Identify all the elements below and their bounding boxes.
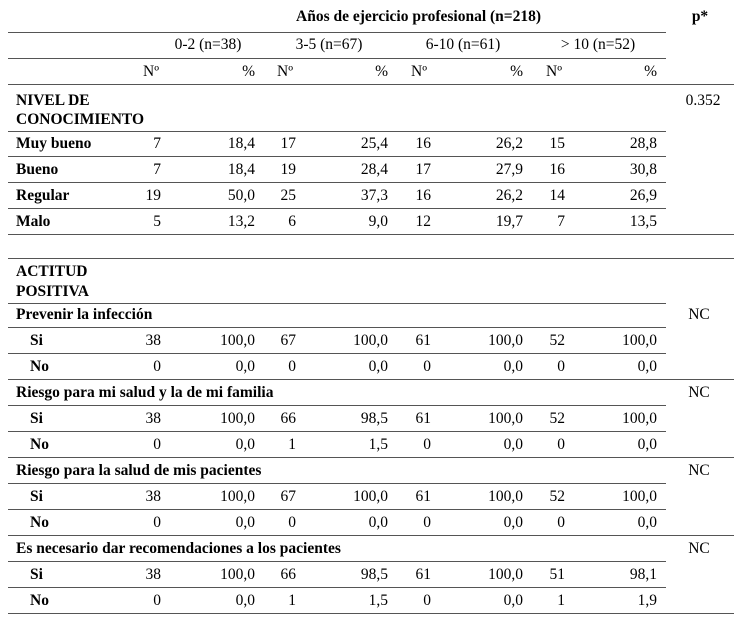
cell-value: 15 bbox=[549, 135, 565, 152]
cell-value: 100,0 bbox=[220, 488, 255, 505]
cell-value: 0,0 bbox=[637, 436, 657, 453]
cell-value: 26,2 bbox=[495, 135, 523, 152]
cell-value: 16 bbox=[415, 135, 431, 152]
row-rule bbox=[8, 379, 734, 380]
cell-value: 0,0 bbox=[235, 514, 255, 531]
cell-value: 100,0 bbox=[488, 332, 523, 349]
pct-header: % bbox=[644, 63, 657, 80]
row-rule bbox=[8, 156, 666, 157]
n-header: Nº bbox=[143, 63, 159, 80]
cell-value: 0 bbox=[423, 514, 431, 531]
cell-value: 16 bbox=[415, 187, 431, 204]
cell-value: 0 bbox=[288, 358, 296, 375]
cell-value: 13,2 bbox=[227, 213, 255, 230]
p-header: p* bbox=[691, 8, 709, 25]
cell-value: 18,4 bbox=[227, 135, 255, 152]
p-value: NC bbox=[688, 384, 710, 401]
row-rule bbox=[8, 353, 666, 354]
cell-value: 25 bbox=[280, 187, 296, 204]
row-rule bbox=[8, 327, 666, 328]
cell-value: 100,0 bbox=[220, 410, 255, 427]
cell-value: 0 bbox=[288, 514, 296, 531]
group-header: 6-10 (n=61) bbox=[425, 36, 501, 53]
section-title: CONOCIMIENTO bbox=[16, 111, 145, 128]
cell-value: 16 bbox=[549, 161, 565, 178]
group-header: 3-5 (n=67) bbox=[295, 36, 363, 53]
cell-value: 19,7 bbox=[495, 213, 523, 230]
group-title: Años de ejercicio profesional (n=218) bbox=[296, 8, 542, 25]
cell-value: 17 bbox=[280, 135, 296, 152]
section-title: NIVEL DE bbox=[16, 92, 90, 109]
cell-value: 0 bbox=[557, 436, 565, 453]
row-label: No bbox=[30, 436, 49, 453]
cell-value: 0,0 bbox=[235, 592, 255, 609]
header-bottom-rule bbox=[8, 84, 734, 85]
section-title: POSITIVA bbox=[16, 283, 89, 300]
row-label: No bbox=[30, 358, 49, 375]
cell-value: 61 bbox=[415, 488, 431, 505]
cell-value: 61 bbox=[415, 410, 431, 427]
cell-value: 100,0 bbox=[622, 410, 657, 427]
row-label: No bbox=[30, 592, 49, 609]
cell-value: 0,0 bbox=[637, 514, 657, 531]
cell-value: 100,0 bbox=[220, 566, 255, 583]
n-header: Nº bbox=[277, 63, 293, 80]
cell-value: 50,0 bbox=[227, 187, 255, 204]
cell-value: 1,5 bbox=[368, 436, 388, 453]
item-title: Riesgo para la salud de mis pacientes bbox=[16, 462, 262, 479]
n-header: Nº bbox=[411, 63, 427, 80]
subheader-rule bbox=[8, 58, 666, 59]
cell-value: 98,1 bbox=[629, 566, 657, 583]
cell-value: 26,2 bbox=[495, 187, 523, 204]
cell-value: 9,0 bbox=[368, 213, 388, 230]
item-title: Es necesario dar recomendaciones a los pacientes bbox=[16, 540, 341, 557]
cell-value: 0,0 bbox=[368, 514, 388, 531]
cell-value: 1 bbox=[288, 592, 296, 609]
cell-value: 0 bbox=[153, 436, 161, 453]
cell-value: 67 bbox=[280, 488, 296, 505]
cell-value: 27,9 bbox=[495, 161, 523, 178]
p-value: NC bbox=[688, 540, 710, 557]
cell-value: 7 bbox=[153, 135, 161, 152]
cell-value: 0 bbox=[557, 514, 565, 531]
cell-value: 100,0 bbox=[488, 566, 523, 583]
cell-value: 100,0 bbox=[220, 332, 255, 349]
row-label: Malo bbox=[16, 213, 51, 230]
cell-value: 30,8 bbox=[629, 161, 657, 178]
cell-value: 14 bbox=[549, 187, 565, 204]
header-rule bbox=[8, 32, 666, 33]
cell-value: 0,0 bbox=[503, 358, 523, 375]
p-value: NC bbox=[688, 306, 710, 323]
cell-value: 1,5 bbox=[368, 592, 388, 609]
cell-value: 98,5 bbox=[360, 566, 388, 583]
cell-value: 0 bbox=[423, 592, 431, 609]
row-rule bbox=[8, 483, 666, 484]
cell-value: 0,0 bbox=[235, 358, 255, 375]
cell-value: 26,9 bbox=[629, 187, 657, 204]
cell-value: 0 bbox=[153, 514, 161, 531]
row-rule bbox=[8, 587, 666, 588]
cell-value: 6 bbox=[288, 213, 296, 230]
cell-value: 7 bbox=[557, 213, 565, 230]
cell-value: 28,8 bbox=[629, 135, 657, 152]
cell-value: 1,9 bbox=[637, 592, 657, 609]
cell-value: 38 bbox=[145, 566, 161, 583]
section-rule bbox=[8, 131, 666, 132]
section-title: ACTITUD bbox=[16, 263, 88, 280]
cell-value: 0,0 bbox=[503, 592, 523, 609]
item-title: Riesgo para mi salud y la de mi familia bbox=[16, 384, 274, 401]
section-rule bbox=[8, 303, 666, 304]
cell-value: 0,0 bbox=[235, 436, 255, 453]
pct-header: % bbox=[242, 63, 255, 80]
cell-value: 7 bbox=[153, 161, 161, 178]
cell-value: 100,0 bbox=[622, 488, 657, 505]
cell-value: 66 bbox=[280, 566, 296, 583]
row-label: No bbox=[30, 514, 49, 531]
row-rule bbox=[8, 613, 734, 614]
cell-value: 61 bbox=[415, 332, 431, 349]
cell-value: 38 bbox=[145, 332, 161, 349]
pct-header: % bbox=[510, 63, 523, 80]
pct-header: % bbox=[375, 63, 388, 80]
section-rule bbox=[8, 258, 734, 259]
cell-value: 52 bbox=[549, 332, 565, 349]
row-rule bbox=[8, 457, 734, 458]
item-title: Prevenir la infección bbox=[16, 306, 153, 323]
cell-value: 52 bbox=[549, 488, 565, 505]
cell-value: 0,0 bbox=[368, 358, 388, 375]
cell-value: 67 bbox=[280, 332, 296, 349]
cell-value: 0 bbox=[423, 358, 431, 375]
cell-value: 100,0 bbox=[488, 488, 523, 505]
cell-value: 13,5 bbox=[629, 213, 657, 230]
cell-value: 17 bbox=[415, 161, 431, 178]
cell-value: 19 bbox=[145, 187, 161, 204]
row-rule bbox=[8, 561, 666, 562]
cell-value: 18,4 bbox=[227, 161, 255, 178]
row-rule bbox=[8, 182, 666, 183]
cell-value: 51 bbox=[549, 566, 565, 583]
cell-value: 19 bbox=[280, 161, 296, 178]
cell-value: 100,0 bbox=[353, 332, 388, 349]
cell-value: 0,0 bbox=[503, 514, 523, 531]
row-label: Si bbox=[30, 332, 43, 349]
cell-value: 5 bbox=[153, 213, 161, 230]
cell-value: 0,0 bbox=[637, 358, 657, 375]
row-label: Si bbox=[30, 488, 43, 505]
cell-value: 1 bbox=[288, 436, 296, 453]
cell-value: 28,4 bbox=[360, 161, 388, 178]
row-label: Muy bueno bbox=[16, 135, 92, 152]
cell-value: 37,3 bbox=[360, 187, 388, 204]
cell-value: 100,0 bbox=[353, 488, 388, 505]
cell-value: 1 bbox=[557, 592, 565, 609]
row-rule bbox=[8, 509, 666, 510]
cell-value: 0,0 bbox=[503, 436, 523, 453]
row-rule bbox=[8, 535, 734, 536]
cell-value: 0 bbox=[153, 358, 161, 375]
row-label: Si bbox=[30, 566, 43, 583]
cell-value: 0 bbox=[423, 436, 431, 453]
row-rule bbox=[8, 431, 666, 432]
cell-value: 100,0 bbox=[488, 410, 523, 427]
row-rule bbox=[8, 208, 666, 209]
group-header: > 10 (n=52) bbox=[560, 36, 636, 53]
group-header: 0-2 (n=38) bbox=[174, 36, 242, 53]
cell-value: 61 bbox=[415, 566, 431, 583]
cell-value: 98,5 bbox=[360, 410, 388, 427]
p-value: NC bbox=[688, 462, 710, 479]
cell-value: 12 bbox=[415, 213, 431, 230]
n-header: Nº bbox=[546, 63, 562, 80]
p-value: 0.352 bbox=[685, 92, 721, 109]
row-label: Bueno bbox=[16, 161, 59, 178]
cell-value: 0 bbox=[557, 358, 565, 375]
cell-value: 52 bbox=[549, 410, 565, 427]
cell-value: 66 bbox=[280, 410, 296, 427]
cell-value: 38 bbox=[145, 410, 161, 427]
row-label: Regular bbox=[16, 187, 70, 204]
cell-value: 38 bbox=[145, 488, 161, 505]
cell-value: 25,4 bbox=[360, 135, 388, 152]
cell-value: 0 bbox=[153, 592, 161, 609]
row-rule bbox=[8, 405, 666, 406]
cell-value: 100,0 bbox=[622, 332, 657, 349]
row-label: Si bbox=[30, 410, 43, 427]
section-rule bbox=[8, 234, 734, 235]
